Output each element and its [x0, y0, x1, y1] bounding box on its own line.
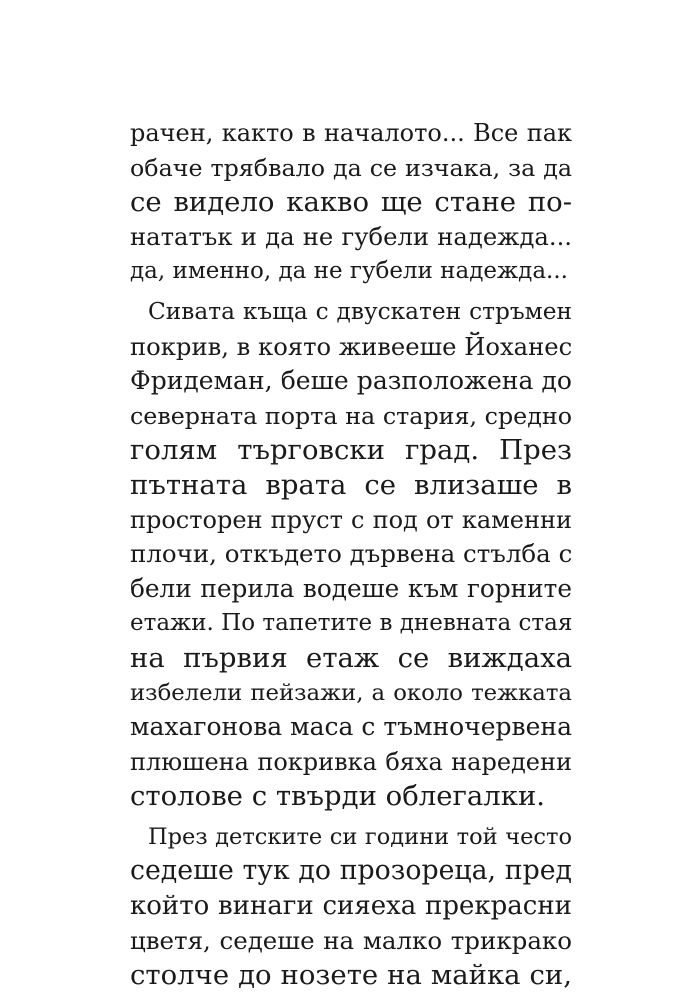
paragraph-2 — [130, 295, 572, 814]
text-line: плюшена покривка бяха наредени — [130, 747, 572, 776]
text-line: бели перила водеше към горните — [130, 573, 572, 603]
text-line: плочи, откъдето дървена стълба с — [130, 539, 573, 569]
paragraph-3 — [130, 820, 572, 993]
text-line: столче до нозете на майка си, — [130, 959, 572, 992]
text-line: цветя, седеше на малко трикрако — [130, 925, 572, 955]
text-line: да, именно, да не губели надежда... — [130, 258, 568, 285]
text-line: седеше тук до прозореца, пред — [130, 855, 572, 887]
text-line: рачен, както в началото... Все пак — [130, 119, 572, 147]
text-line: на първия етаж се виждаха — [130, 641, 572, 674]
text-line: северната порта на стария, средно — [130, 401, 572, 430]
text-line: избелели пейзажи, а около тежката — [130, 679, 572, 706]
text-line: покрив, в която живееше Йоханес — [130, 331, 573, 361]
text-line: пътната врата се влизаше в — [130, 468, 572, 501]
text-line: обаче трябвало да се изчака, за да — [130, 153, 572, 182]
text-line: голям търговски град. През — [130, 434, 572, 467]
text-line: столове с твърди облегалки. — [130, 780, 546, 813]
text-line: който винаги сияеха прекрасни — [130, 891, 572, 922]
text-line: нататък и да не губели надежда... — [130, 221, 572, 251]
text-line: се видело какво ще стане по- — [130, 186, 572, 219]
text-line: махагонова маса с тъмночервена — [130, 712, 572, 742]
text-line: Фридеман, беше разположена до — [130, 366, 572, 396]
text-line: Сивата къща с двускатен стръмен — [148, 297, 572, 325]
book-page — [130, 116, 572, 993]
text-line: През детските си години той често — [148, 823, 572, 850]
text-line: етажи. По тапетите в дневната стая — [130, 610, 573, 637]
paragraph-1 — [130, 116, 572, 289]
text-line: просторен пруст с под от каменни — [130, 505, 572, 534]
